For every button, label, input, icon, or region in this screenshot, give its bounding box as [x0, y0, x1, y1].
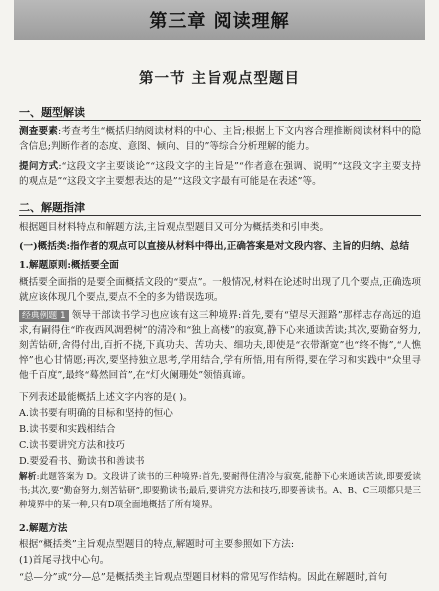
label-analysis: 解析	[19, 472, 37, 482]
example-tag: 经典例题 1	[19, 310, 69, 322]
option-a: A.读书要有明确的目标和坚持的恒心	[19, 408, 173, 419]
divider	[19, 215, 421, 216]
chapter-title: 第三章 阅读理解	[149, 11, 290, 32]
subheading-method-1: (1)首尾寻找中心句。	[19, 555, 110, 566]
paragraph-last: “总—分”或“分—总”是概括类主旨观点型题目材料的常见写作结构。因此在解题时,首句	[19, 572, 388, 583]
example-text: 领导干部读书学习也应该有这三种境界:首先,要有“望尽天涯路”那样志存高远的追求,有嗣得住“昨夜西风凋碧树”的清冷和“独上高楼”的寂寞,静下心来通读苦读;其次,要勤奋努力,刻苦钻研,舍得付出,百折不挠,下真功夫、苦功夫、细功夫,即使是“衣带渐宽”也“终不悔”,“人憔悴”也心甘情愿;再次,要坚持独立思考,学用结合,学有所悟,用有所得,要在学习和实践中“众里寻他千百度”,最终“蓦然回首”,在“灯火阑珊处”领悟真谛。	[19, 310, 421, 381]
paragraph-analysis	[19, 470, 421, 512]
subheading-summary-type: (一)概括类:指作者的观点可以直接从材料中得出,正确答案是对文段内容、主旨的归纳、总结	[19, 241, 410, 252]
text-question-forms: :“这段文字主要谈论”“这段文字的主旨是”“作者意在强调、说明”“这段文字主要支持的观点是”“这段文字主要想表达的是”“这段文字最有可能是在表述”等。	[19, 161, 421, 187]
paragraph-question-forms	[19, 159, 421, 189]
label-question-forms: 提问方式	[19, 161, 59, 172]
paragraph-principle: 概括要全面指的是要全面概括文段的“要点”。一般情况,材料在论述时出现了几个要点,正确选项就应该体现几个要点,要点不全的多为错误选项。	[19, 277, 421, 303]
heading-solving-guide: 二、解题指津	[19, 201, 85, 214]
paragraph-intro: 根据题目材料特点和解题方法,主旨观点型题目又可分为概括类和引申类。	[19, 222, 330, 233]
paragraph-example	[19, 308, 421, 383]
paragraph-test-elements	[19, 124, 421, 154]
label-test-elements: 测查要素	[19, 126, 59, 137]
option-b: B.读书要和实践相结合	[19, 424, 116, 435]
subheading-method: 2.解题方法	[19, 523, 68, 534]
option-d: D.要爱看书、勤读书和善读书	[19, 456, 145, 467]
text-analysis: :此题答案为 D。文段讲了读书的三种境界:首先,要耐得住清冷与寂寞,能静下心来通读苦读,即要爱读书;其次,要“勤奋努力,刻苦钻研”,即要勤读书;最后,要讲究方法和技巧,即要善读书。A、B、C三项都只是三种境界中的某一种,只有D项全面地概括了所有境界。	[19, 472, 421, 510]
question-stem: 下列表述最能概括上述文字内容的是( )。	[19, 392, 193, 403]
divider	[19, 120, 421, 121]
section-title: 第一节 主旨观点型题目	[138, 70, 301, 87]
subheading-principle: 1.解题原则:概括要全面	[19, 260, 119, 271]
chapter-banner	[14, 0, 425, 40]
paragraph-method: 根据“概括类”主旨观点型题目的特点,解题时可主要参照如下方法:	[19, 539, 295, 550]
text-test-elements: :考查考生“概括归纳阅读材料的中心、主旨;根据上下文内容合理推断阅读材料中的隐含信息;判断作者的态度、意图、倾向、目的”等综合分析理解的能力。	[19, 126, 421, 152]
option-c: C.读书要讲究方法和技巧	[19, 440, 125, 451]
heading-question-type: 一、题型解读	[19, 106, 85, 119]
